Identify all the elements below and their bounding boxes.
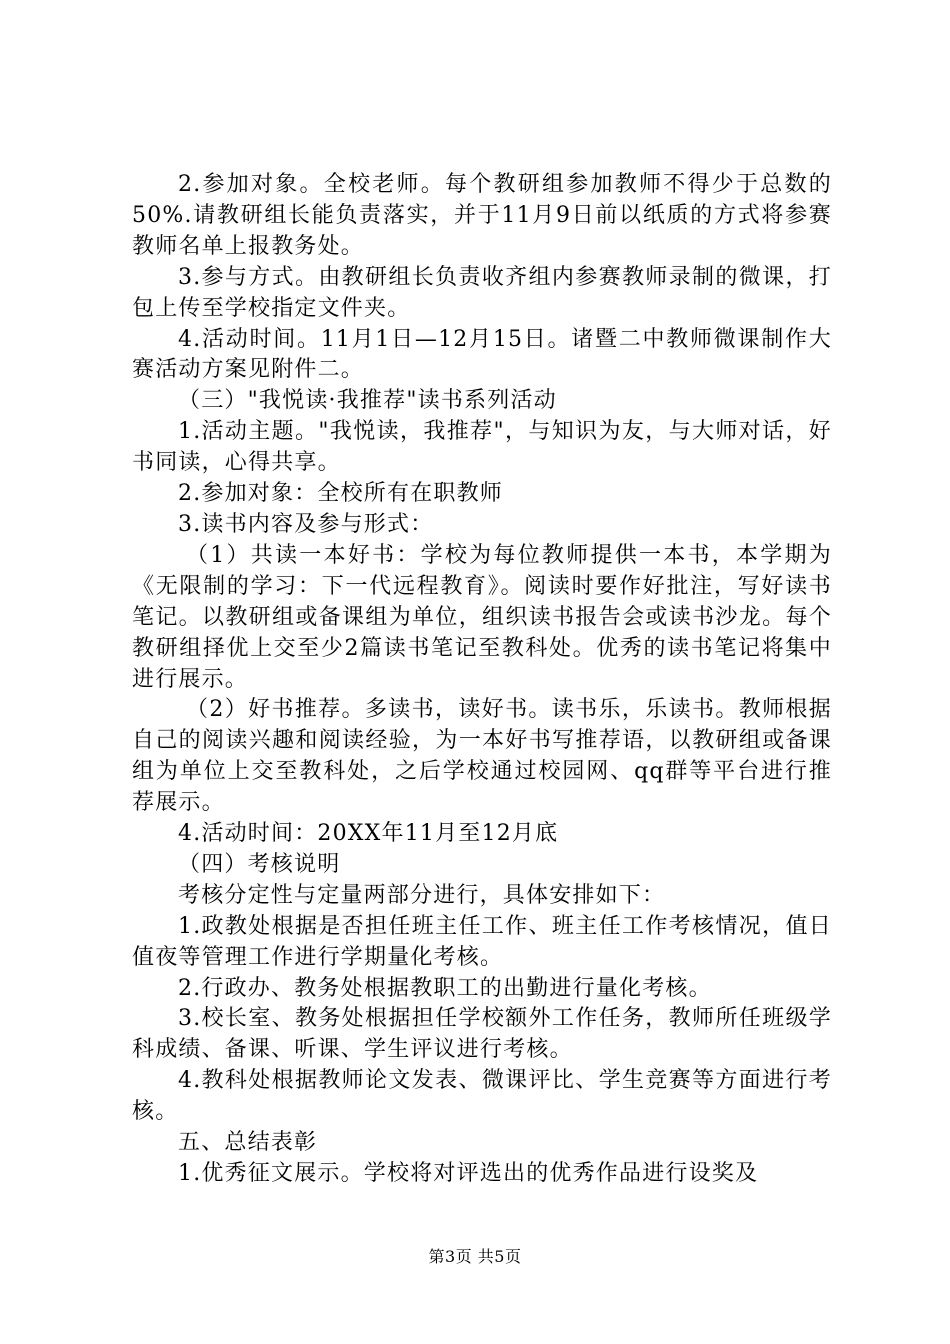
section-heading: （四）考核说明 [178, 851, 341, 877]
paragraph: 4.活动时间。11月1日—12月15日。诸暨二中教师微课制作大赛活动方案见附件二。 [132, 326, 832, 383]
paragraph: 1.活动主题。"我悦读，我推荐"，与知识为友，与大师对话，好书同读，心得共享。 [132, 419, 832, 476]
paragraph: （1）共读一本好书：学校为每位教师提供一本书，本学期为《无限制的学习：下一代远程教育》。阅读时要作好批注，写好读书笔记。以教研组或备课组为单位，组织读书报告会或读书沙龙。每个教研组择优上交至少2篇读书笔记至教科处。优秀的读书笔记将集中进行展示。 [132, 542, 832, 692]
paragraph: 2.行政办、教务处根据教职工的出勤进行量化考核。 [178, 975, 712, 1001]
paragraph: 4.活动时间：20XX年11月至12月底 [178, 821, 559, 847]
page-number: 第3页 共5页 [428, 1247, 522, 1266]
section-heading: （三）"我悦读·我推荐"读书系列活动 [178, 388, 557, 414]
paragraph: 2.参加对象。全校老师。每个教研组参加教师不得少于总数的50%.请教研组长能负责落实，并于11月9日前以纸质的方式将参赛教师名单上报教务处。 [132, 172, 832, 259]
paragraph: 4.教科处根据教师论文发表、微课评比、学生竞赛等方面进行考核。 [132, 1068, 832, 1125]
paragraph: 考核分定性与定量两部分进行，具体安排如下： [178, 882, 666, 908]
paragraph: 3.读书内容及参与形式： [178, 511, 434, 537]
paragraph: 3.校长室、教务处根据担任学校额外工作任务，教师所任班级学科成绩、备课、听课、学生评议进行考核。 [132, 1006, 832, 1063]
paragraph: 3.参与方式。由教研组长负责收齐组内参赛教师录制的微课，打包上传至学校指定文件夹。 [132, 264, 832, 321]
paragraph: 2.参加对象：全校所有在职教师 [178, 481, 503, 507]
section-heading: 五、总结表彰 [178, 1130, 318, 1156]
paragraph: （2）好书推荐。多读书，读好书。读书乐，乐读书。教师根据自己的阅读兴趣和阅读经验，为一本好书写推荐语，以教研组或备课组为单位上交至教科处，之后学校通过校园网、qq群等平台进行推荐展示。 [132, 697, 832, 816]
document-body [132, 170, 832, 1190]
paragraph: 1.优秀征文展示。学校将对评选出的优秀作品进行设奖及 [178, 1161, 759, 1186]
paragraph: 1.政教处根据是否担任班主任工作、班主任工作考核情况，值日值夜等管理工作进行学期量化考核。 [132, 913, 832, 970]
